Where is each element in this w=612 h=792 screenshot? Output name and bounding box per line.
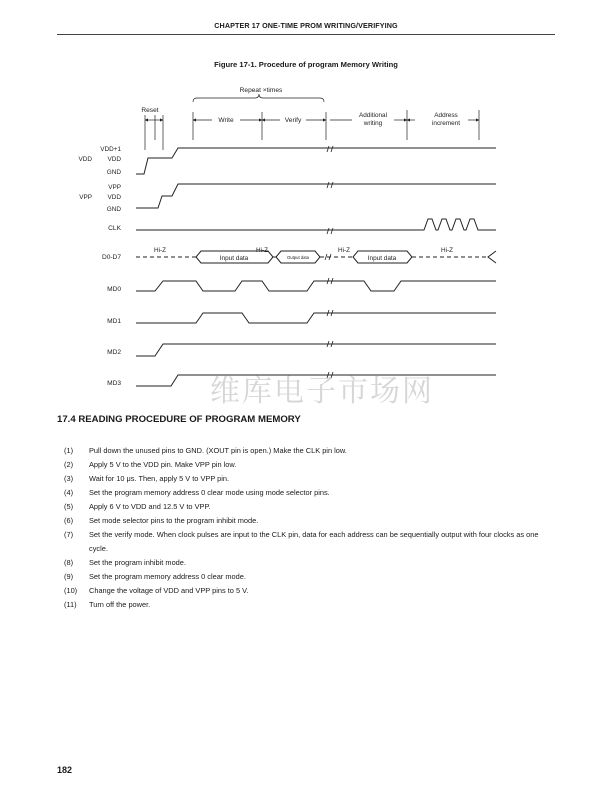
vpp-level-mid: VDD — [107, 194, 121, 201]
step-number: (7) — [64, 530, 74, 539]
phase-reset-label: Reset — [141, 107, 159, 114]
step-item — [64, 528, 544, 556]
step-item — [64, 486, 544, 500]
step-item — [64, 584, 544, 598]
step-item — [64, 598, 544, 612]
md3-label: MD3 — [107, 380, 121, 387]
step-item — [64, 472, 544, 486]
step-item — [64, 556, 544, 570]
watermark: 维库电子市场网 — [210, 374, 434, 409]
clk-waveform — [136, 219, 496, 230]
step-text: Set the program memory address 0 clear mode using mode selector pins. — [89, 488, 330, 497]
md1-waveform — [136, 313, 496, 323]
step-number: (4) — [64, 488, 74, 497]
phase-repeat-label: Repeat ×times — [239, 87, 283, 94]
output-data-label: Output data — [287, 255, 309, 260]
phase-address-line1: Address — [434, 112, 458, 119]
vdd-level-bottom: GND — [106, 169, 121, 176]
step-text: Set the verify mode. When clock pulses are input to the CLK pin, data for each address can be sequentially output with four clocks as one cycle. — [89, 530, 539, 553]
phase-verify-label: Verify — [284, 117, 302, 124]
md0-label: MD0 — [107, 286, 121, 293]
step-number: (2) — [64, 460, 74, 469]
step-text: Set the program inhibit mode. — [89, 558, 186, 567]
step-number: (11) — [64, 600, 77, 609]
step-number: (1) — [64, 446, 74, 455]
step-number: (5) — [64, 502, 74, 511]
step-text: Set the program memory address 0 clear mode. — [89, 572, 246, 581]
step-item — [64, 570, 544, 584]
page-number: 182 — [57, 765, 73, 775]
step-number: (8) — [64, 558, 74, 567]
hiz-label-3: Hi-Z — [337, 247, 351, 254]
phase-write-label: Write — [218, 117, 234, 124]
step-text: Wait for 10 μs. Then, apply 5 V to VPP pin. — [89, 474, 230, 483]
section-heading: 17.4 READING PROCEDURE OF PROGRAM MEMORY — [57, 414, 301, 425]
time-break-markers — [325, 146, 333, 378]
vpp-left-label: VPP — [79, 194, 92, 201]
step-text: Turn off the power. — [89, 600, 151, 609]
step-number: (3) — [64, 474, 74, 483]
step-text: Set mode selector pins to the program inhibit mode. — [89, 516, 259, 525]
vpp-level-bottom: GND — [106, 206, 121, 213]
phase-additional-line1: Additional — [358, 112, 388, 119]
chapter-header: CHAPTER 17 ONE-TIME PROM WRITING/VERIFYING — [214, 21, 398, 30]
vpp-level-top: VPP — [108, 184, 121, 191]
hiz-label-1: Hi-Z — [153, 247, 167, 254]
step-text: Change the voltage of VDD and VPP pins to 5 V. — [89, 586, 249, 595]
vdd-left-label: VDD — [78, 156, 92, 163]
md1-label: MD1 — [107, 318, 121, 325]
phase-annotations — [145, 94, 479, 150]
vdd-waveform — [136, 148, 496, 174]
step-number: (10) — [64, 586, 78, 595]
md2-waveform — [136, 344, 496, 356]
step-text: Apply 5 V to the VDD pin. Make VPP pin low. — [89, 460, 237, 469]
vpp-waveform — [136, 184, 496, 208]
clk-label: CLK — [108, 225, 121, 232]
step-item — [64, 444, 544, 458]
repeat-brace — [193, 94, 324, 102]
phase-address-line2: increment — [431, 120, 461, 127]
input-data-label-2: Input data — [367, 255, 397, 262]
step-number: (6) — [64, 516, 74, 525]
step-text: Pull down the unused pins to GND. (XOUT pin is open.) Make the CLK pin low. — [89, 446, 347, 455]
step-text: Apply 6 V to VDD and 12.5 V to VPP. — [89, 502, 211, 511]
hiz-label-4: Hi-Z — [440, 247, 454, 254]
vdd-level-mid: VDD — [107, 156, 121, 163]
data-bus-label: D0-D7 — [101, 254, 121, 261]
figure-title: Figure 17-1. Procedure of program Memory Writing — [214, 60, 398, 69]
step-item — [64, 514, 544, 528]
phase-additional-line2: writing — [363, 120, 383, 127]
input-data-label-1: Input data — [219, 255, 249, 262]
step-number: (9) — [64, 572, 74, 581]
hiz-label-2: Hi-Z — [255, 247, 269, 254]
md0-waveform — [136, 281, 496, 291]
step-item — [64, 500, 544, 514]
step-item — [64, 458, 544, 472]
vdd-level-top: VDD+1 — [100, 146, 121, 153]
procedure-steps — [64, 444, 544, 612]
md2-label: MD2 — [107, 349, 121, 356]
